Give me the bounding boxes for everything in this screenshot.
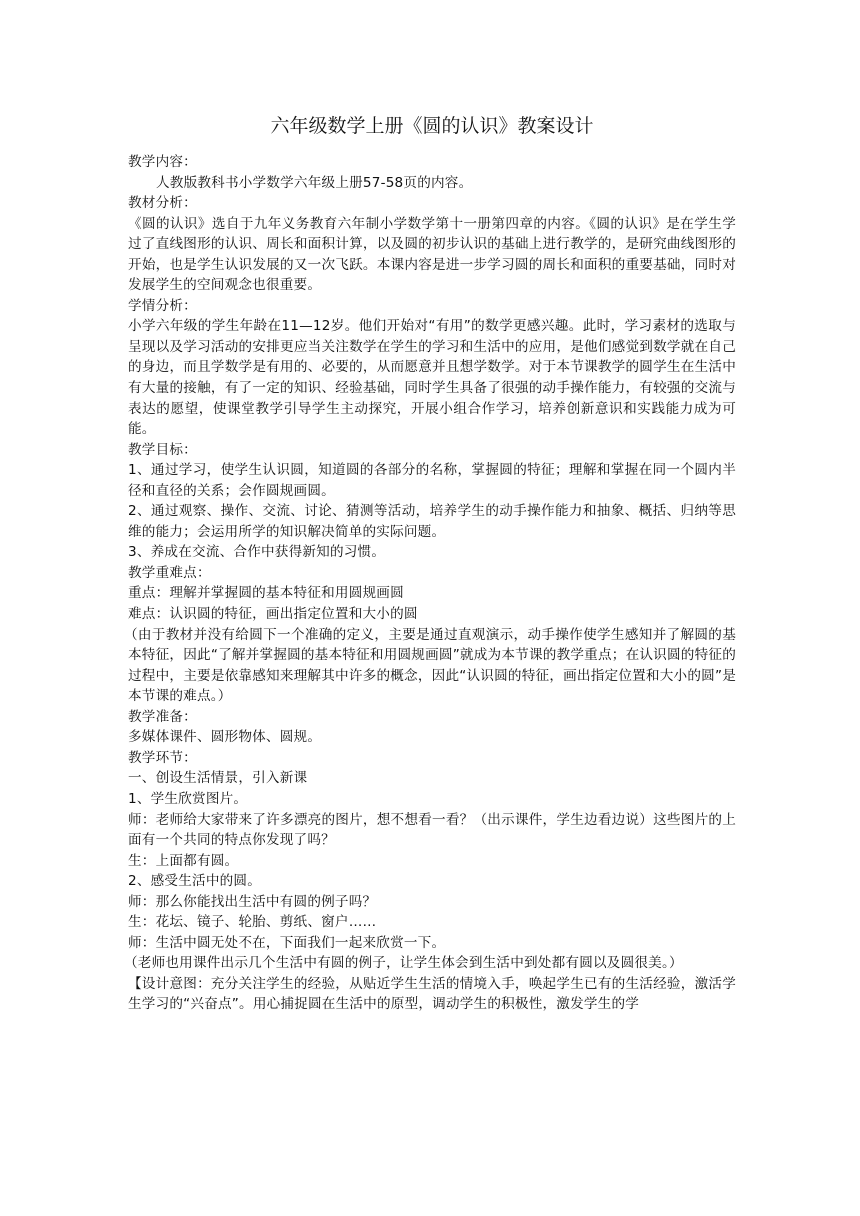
- section-heading-1: 一、创设生活情景，引入新课: [128, 770, 308, 787]
- document-title: 六年级数学上册《圆的认识》教案设计: [270, 115, 594, 137]
- step-item-2: 2、感受生活中的圆。: [128, 873, 261, 890]
- dialogue-student-2: 生：花坛、镜子、轮胎、剪纸、窗户……: [128, 914, 377, 931]
- paragraph-key-points-note: （由于教材并没有给圆下一个准确的定义，主要是通过直观演示，动手操作使学生感知并了解圆的基本特征，因此“了解并掌握圆的基本特征和用圆规画圆”就成为本节课的教学重点；在认识圆的特征的过程中，主要是依靠感知来理解其中许多的概念，因此“认识圆的特征，画出指定位置和大小的圆”是本节课的难点。）: [124, 626, 736, 705]
- paragraph-student-analysis: 小学六年级的学生年龄在11—12岁。他们开始对“有用”的数学更感兴趣。此时，学习素材的选取与呈现以及学习活动的安排更应当关注数学在学生的学习和生活中的应用，是他们感觉到数学就在自己的身边，而且学数学是有用的、必要的，从而愿意并且想学数学。对于本节课教学的圆学生在生活中有大量的接触，有了一定的知识、经验基础，同时学生具备了很强的动手操作能力，有较强的交流与表达的愿望，使课堂教学引导学生主动探究，开展小组合作学习，培养创新意识和实践能力成为可能。: [128, 318, 736, 438]
- dialogue-student-1: 生：上面都有圆。: [128, 852, 239, 869]
- step-item-1: 1、学生欣赏图片。: [128, 790, 248, 807]
- goal-item-2: 2、通过观察、操作、交流、讨论、猜测等活动，培养学生的动手操作能力和抽象、概括、归纳等思维的能力；会运用所学的知识解决简单的实际问题。: [128, 503, 736, 540]
- heading-key-difficult-points: 教学重难点：: [128, 564, 211, 581]
- dialogue-teacher-1: 师：老师给大家带来了许多漂亮的图片，想不想看一看？（出示课件，学生边看边说）这些图片的上面有一个共同的特点你发现了吗？: [128, 811, 736, 849]
- heading-teaching-content: 教学内容：: [128, 154, 197, 170]
- heading-teaching-goals: 教学目标：: [128, 441, 197, 458]
- paragraph-teaching-preparation: 多媒体课件、圆形物体、圆规。: [128, 729, 322, 746]
- paragraph-teaching-content: 人教版教科书小学数学六年级上册57-58页的内容。: [156, 174, 473, 191]
- difficult-point: 难点：认识圆的特征，画出指定位置和大小的圆: [128, 606, 418, 623]
- heading-teaching-preparation: 教学准备：: [128, 708, 197, 725]
- heading-teaching-steps: 教学环节：: [128, 749, 197, 766]
- paragraph-teacher-note: （老师也用课件出示几个生活中有圆的例子，让学生体会到生活中到处都有圆以及圆很美。）: [124, 955, 683, 972]
- paragraph-design-intent: 【设计意图：充分关注学生的经验，从贴近学生生活的情境入手，唤起学生已有的生活经验，激活学生学习的“兴奋点”。用心捕捉圆在生活中的原型，调动学生的积极性，激发学生的学: [128, 975, 736, 1013]
- key-point: 重点：理解并掌握圆的基本特征和用圆规画圆: [128, 585, 404, 602]
- heading-material-analysis: 教材分析：: [128, 195, 197, 212]
- dialogue-teacher-2: 师：那么你能找出生活中有圆的例子吗？: [128, 893, 377, 910]
- heading-student-analysis: 学情分析：: [128, 297, 197, 314]
- dialogue-teacher-3: 师：生活中圆无处不在，下面我们一起来欣赏一下。: [128, 934, 446, 951]
- goal-item-3: 3、养成在交流、合作中获得新知的习惯。: [128, 544, 386, 561]
- goal-item-1: 1、通过学习，使学生认识圆，知道圆的各部分的名称，掌握圆的特征；理解和掌握在同一个圆内半径和直径的关系；会作圆规画圆。: [128, 462, 736, 499]
- paragraph-material-analysis: 《圆的认识》选自于九年义务教育六年制小学数学第十一册第四章的内容。《圆的认识》是在学生学过了直线图形的认识、周长和面积计算，以及圆的初步认识的基础上进行教学的，是研究曲线图形的开始，也是学生认识发展的又一次飞跃。本课内容是进一步学习圆的周长和面积的重要基础，同时对发展学生的空间观念也很重要。: [128, 215, 736, 294]
- document-page: [124, 112, 736, 1015]
